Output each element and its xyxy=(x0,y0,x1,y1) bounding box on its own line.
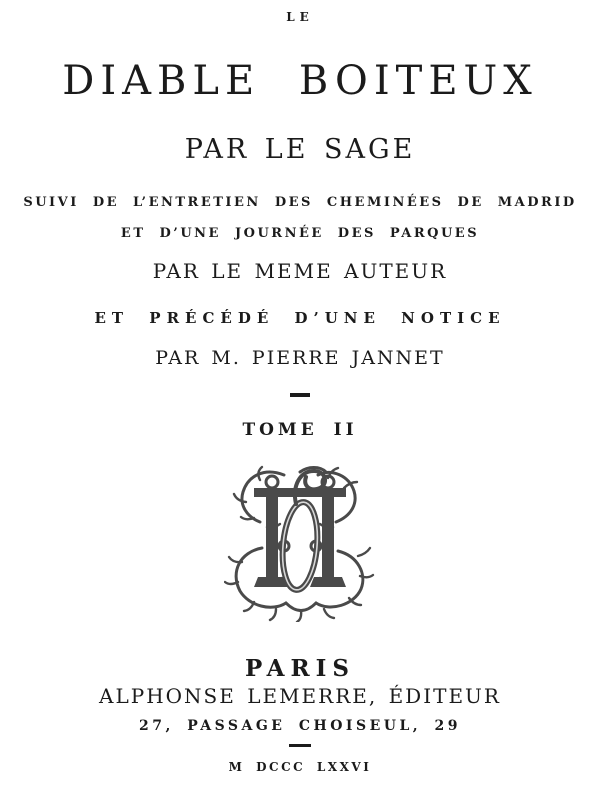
subtitle-line-1: SUIVI DE L’ENTRETIEN DES CHEMINÉES DE MADRID xyxy=(23,195,577,210)
author-line: PAR LE SAGE xyxy=(184,134,416,165)
separator-rule xyxy=(289,744,311,747)
half-title: LE xyxy=(286,10,314,24)
notice-author-line: PAR M. PIERRE JANNET xyxy=(155,347,445,369)
same-author-line: PAR LE MEME AUTEUR xyxy=(152,259,448,283)
year-line: M DCCC LXXVI xyxy=(228,760,372,774)
book-title: DIABLE BOITEUX xyxy=(62,58,538,104)
subtitle-line-2: ET D’UNE JOURNÉE DES PARQUES xyxy=(120,226,480,241)
publisher-line: ALPHONSE LEMERRE, ÉDITEUR xyxy=(99,684,501,708)
notice-line: ET PRÉCÉDÉ D’UNE NOTICE xyxy=(94,309,506,327)
volume-label: TOME II xyxy=(242,420,358,440)
separator-rule xyxy=(290,393,310,397)
publisher-monogram-icon xyxy=(224,462,376,622)
city-line: PARIS xyxy=(245,655,355,682)
address-line: 27, PASSAGE CHOISEUL, 29 xyxy=(138,718,462,734)
